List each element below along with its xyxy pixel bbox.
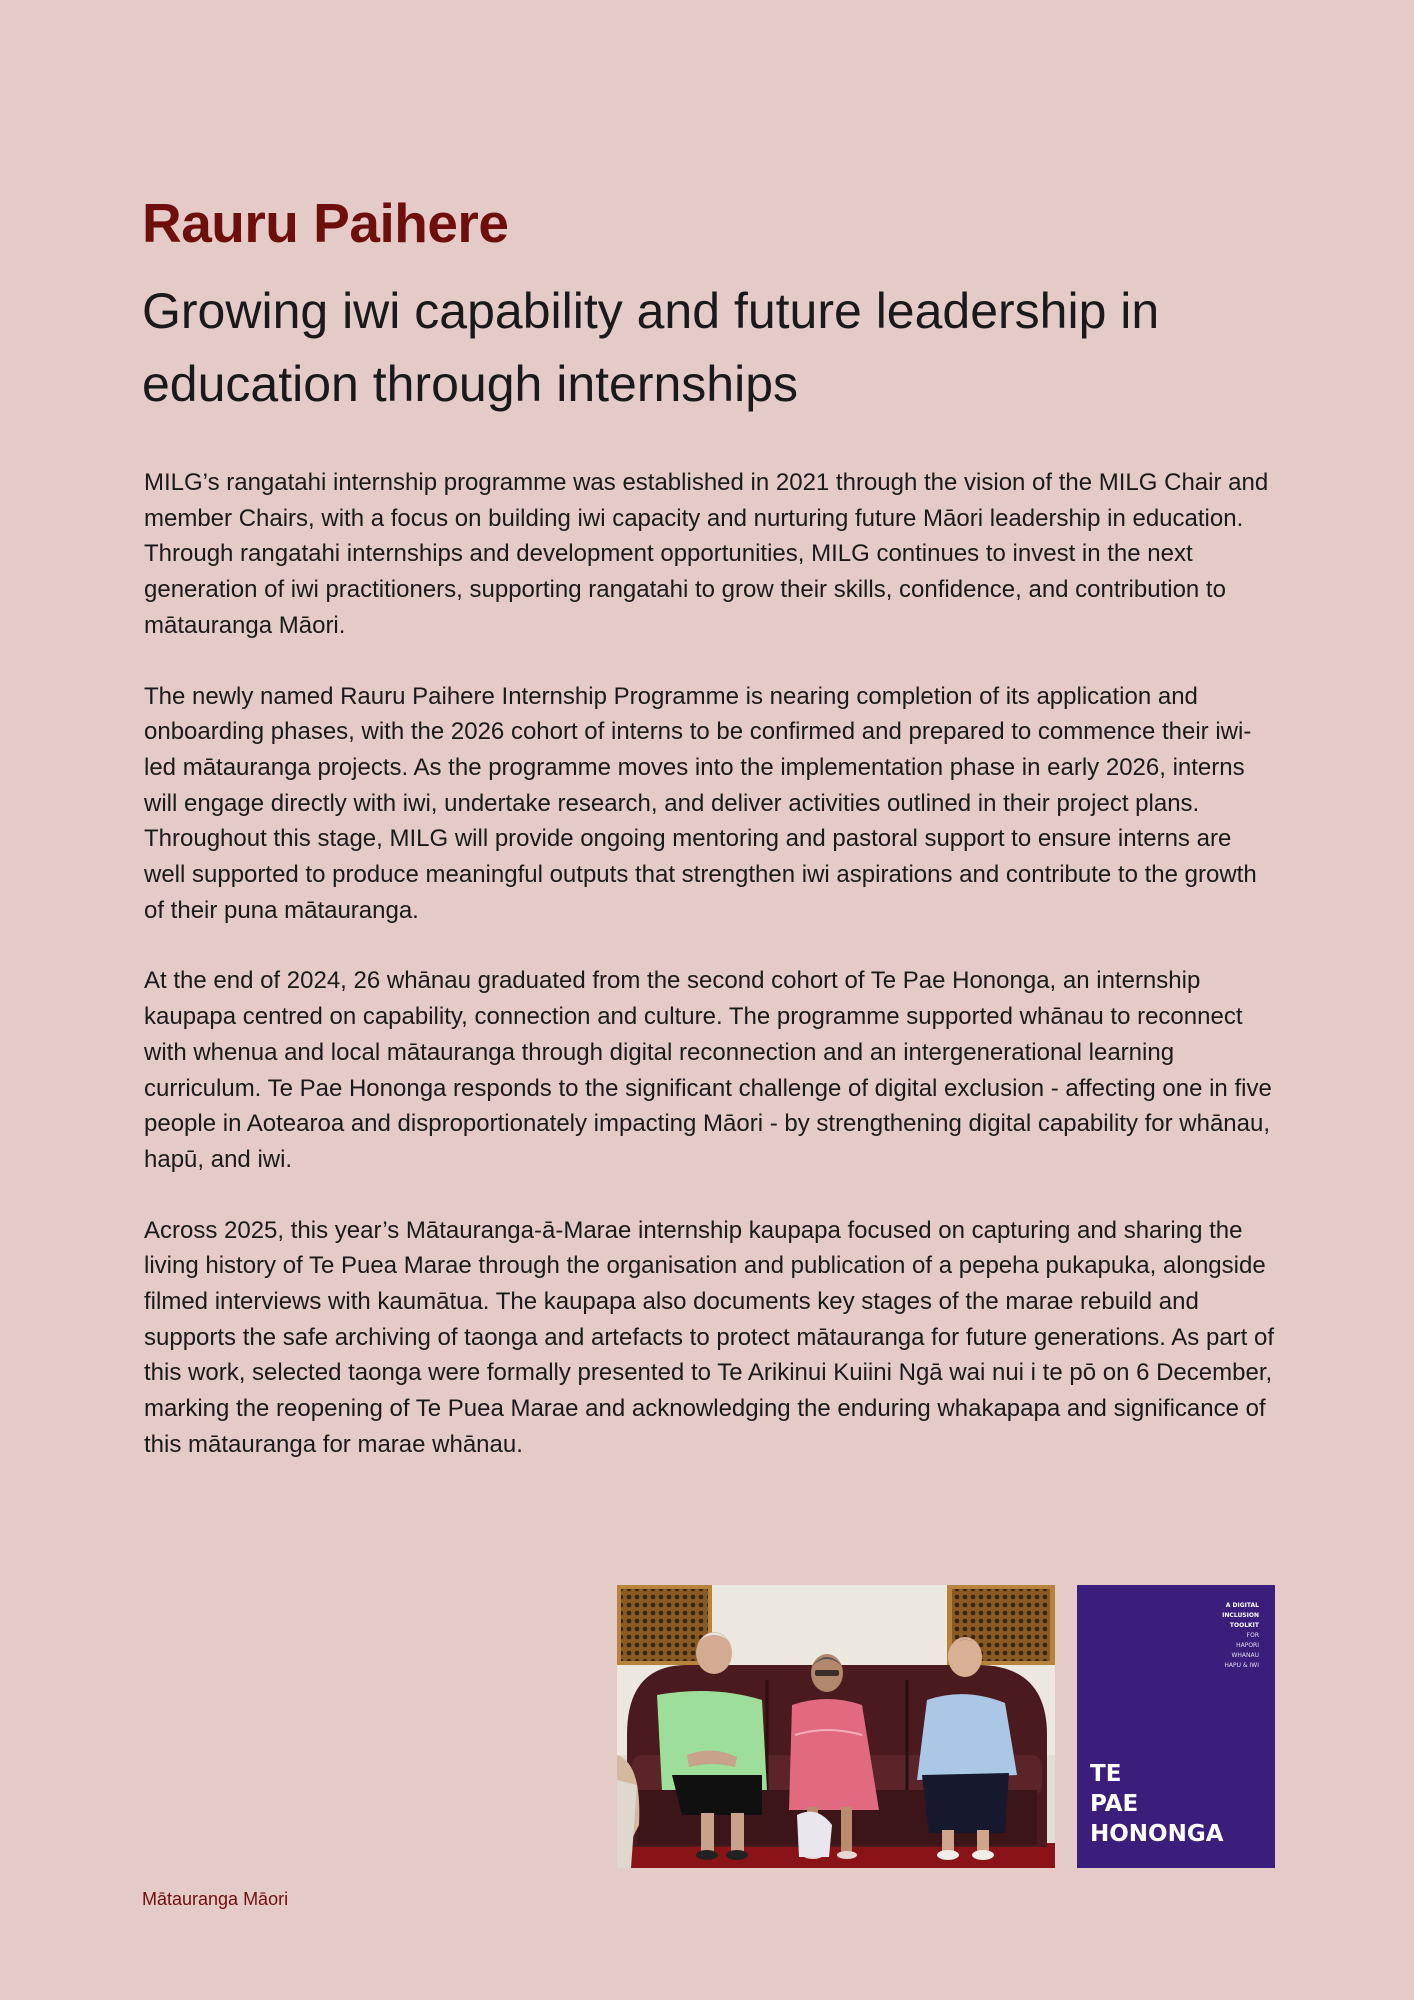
te-pae-hononga-booklet-cover <box>1077 1585 1275 1868</box>
booklet-tagline-line: TOOLKIT <box>1229 1622 1259 1629</box>
booklet-title-line: PAE <box>1090 1791 1139 1817</box>
page-subtitle: Growing iwi capability and future leadership in education through internships <box>142 283 1160 412</box>
booklet-tagline-line: INCLUSION <box>1222 1612 1259 1619</box>
paragraph-te-pae-hononga: At the end of 2024, 26 whānau graduated from the second cohort of Te Pae Hononga, an internship kaupapa centred on capability, connection and culture. The programme supported whānau to reconnect with whenua and local mātauranga through digital reconnection and an intergenerational learning curriculum. Te Pae Hononga responds to the significant challenge of digital exclusion - affecting one in five people in Aotearoa and disproportionately impacting Māori - by strengthening digital capability for whānau, hapū, and iwi. <box>144 967 1272 1173</box>
kaumatua-photo <box>617 1585 1055 1868</box>
booklet-title <box>1090 1759 1224 1849</box>
booklet-tagline-line: HAPORI <box>1236 1642 1259 1649</box>
booklet-tagline-line: FOR <box>1246 1632 1259 1639</box>
page-title: Rauru Paihere <box>142 192 509 254</box>
booklet-tagline-line: HAPŪ & IWI <box>1224 1662 1259 1669</box>
booklet-title-line: TE <box>1090 1761 1122 1787</box>
booklet-title-line: HONONGA <box>1090 1821 1224 1847</box>
booklet-tagline-line: WHĀNAU <box>1231 1652 1259 1659</box>
footer-section-label: Mātauranga Māori <box>142 1889 289 1909</box>
body-text <box>144 465 1279 1498</box>
booklet-tagline-line: A DIGITAL <box>1225 1602 1259 1609</box>
paragraph-internship-programme: MILG’s rangatahi internship programme was established in 2021 through the vision of the MILG Chair and member Chairs, with a focus on building iwi capacity and nurturing future Māori leadership in education. Through rangatahi internships and development opportunities, MILG continues to invest in the next generation of iwi practitioners, supporting rangatahi to grow their skills, confidence, and contribution to mātauranga Māori. <box>144 469 1269 639</box>
booklet-tagline <box>1222 1601 1259 1671</box>
paragraph-rauru-paihere: The newly named Rauru Paihere Internship Programme is nearing completion of its application and onboarding phases, with the 2026 cohort of interns to be confirmed and prepared to commence their iwi-led mātauranga projects. As the programme moves into the implementation phase in early 2026, interns will engage directly with iwi, undertake research, and deliver activities outlined in their project plans. Throughout this stage, MILG will provide ongoing mentoring and pastoral support to ensure interns are well supported to produce meaningful outputs that strengthen iwi aspirations and contribute to the growth of their puna mātauranga. <box>144 682 1257 924</box>
paragraph-matauranga-a-marae: Across 2025, this year’s Mātauranga-ā-Marae internship kaupapa focused on capturing and sharing the living history of Te Puea Marae through the organisation and publication of a pepeha pukapuka, alongside filmed interviews with kaumātua. The kaupapa also documents key stages of the marae rebuild and supports the safe archiving of taonga and artefacts to protect mātauranga for future generations. As part of this work, selected taonga were formally presented to Te Arikinui Kuiini Ngā wai nui i te pō on 6 December, marking the reopening of Te Puea Marae and acknowledging the enduring whakapapa and significance of this mātauranga for marae whānau. <box>144 1216 1275 1458</box>
